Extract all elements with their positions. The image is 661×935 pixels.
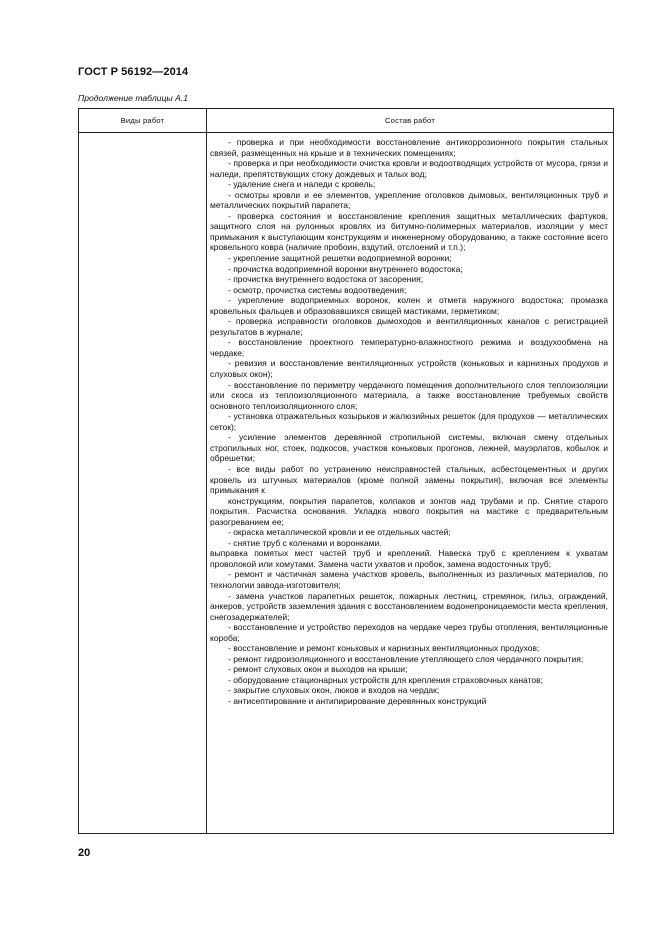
work-item: - ремонт гидроизоляционного и восстановление утепляющего слоя чердачного покрытия; bbox=[228, 653, 584, 664]
work-item: - замена участков парапетных решеток, пожарных лестниц, стремянок, гильз, ограждений, анкеров, устройств заземления здания с восстановлением водонепроницаемости места крепления, снегозадержателей; bbox=[210, 590, 608, 622]
work-item: конструкциям, покрытия парапетов, колпаков и зонтов над трубами и пр. Снятие старого покрытия. Расчистка основания. Укладка нового покрытия на мастике с предварительным разогреванием ее; bbox=[210, 495, 608, 527]
work-item: - установка отражательных козырьков и жалюзийных решеток (для продухов — металлических сеток); bbox=[210, 411, 608, 432]
work-item: - оборудование стационарных устройств для крепления страховочных канатов; bbox=[228, 674, 543, 685]
work-item: - прочистка водоприемной воронки внутреннего водостока; bbox=[228, 263, 463, 274]
work-item: - осмотр, прочистка системы водоотведения; bbox=[228, 284, 407, 295]
work-item: - удаление снега и наледи с кровель; bbox=[228, 179, 376, 190]
work-item: - усиление элементов деревянной стропильной системы, включая смену отдельных стропильных ног, стоек, подкосов, участков коньковых прогонов, лежней, мауэрлатов, кобылок и обрешетки; bbox=[210, 432, 608, 464]
work-item: - восстановление и устройство переходов на чердаке через трубы отопления, вентиляционные короба; bbox=[210, 622, 608, 643]
work-item: - закрытие слуховых окон, люков и входов на чердак; bbox=[228, 685, 440, 696]
header-divider bbox=[79, 132, 613, 133]
work-item: - ремонт и частичная замена участков кровель, выполненных из различных материалов, по технологии завода-изготовителя; bbox=[210, 569, 608, 590]
work-item: - восстановление проектного температурно-влажностного режима и воздухообмена на чердаке; bbox=[210, 337, 608, 358]
work-item: - восстановление по периметру чердачного помещения дополнительного слоя теплоизоляции или скоса из теплоизоляционного материала, а также восстановление требуемых свойств основного теплоизоляционного слоя; bbox=[210, 379, 608, 411]
work-item: - снятие труб с коленами и воронками. bbox=[228, 537, 382, 548]
column-header-work-composition: Состав работ bbox=[385, 116, 435, 125]
work-item: - осмотры кровли и ее элементов, укрепление оголовков дымовых, вентиляционных труб и металлических покрытий парапета; bbox=[210, 189, 608, 211]
work-item: - проверка исправности оголовков дымоходов и вентиляционных каналов с регистрацией результатов в журнале; bbox=[210, 316, 608, 337]
work-composition-cell bbox=[210, 137, 608, 707]
work-item: - укрепление защитной решетки водоприемной воронки; bbox=[228, 253, 452, 264]
works-table bbox=[78, 108, 614, 834]
column-divider bbox=[206, 109, 207, 833]
work-item: - ревизия и восстановление вентиляционных устройств (коньковых и карнизных продухов и слуховых окон); bbox=[210, 358, 608, 380]
work-item: - проверка и при необходимости очистка кровли и водоотводящих устройств от мусора, грязи и наледи, препятствующих стоку дождевых и талых вод; bbox=[210, 158, 608, 179]
work-item: - антисептирование и антипирирование деревянных конструкций bbox=[228, 695, 487, 706]
work-item: - прочистка внутреннего водостока от засорения; bbox=[228, 274, 424, 285]
work-item: выправка помятых мест частей труб и креплений. Навеска труб с креплением к ухватам проволокой или хомутами. Замена части ухватов и пробок, замена водосточных труб; bbox=[210, 548, 608, 569]
work-item: - проверка состояния и восстановление крепления защитных металлических фартуков, защитного слоя на рулонных кровлях из битумно-полимерных материалов, изоляции у мест примыкания к выступающим конструкциям и инженерному оборудованию, а также состояние всего кровельного ковра (наличие пробоин, вздутий, отслоений и т.п.); bbox=[210, 210, 608, 253]
work-item: - укрепление водоприемных воронок, колен и отмета наружного водостока; промазка кровельных фальцев и образовавшихся свищей мастиками, герметиком; bbox=[210, 295, 608, 316]
work-item: - проверка и при необходимости восстановление антикоррозионного покрытия стальных связей, размещенных на крыше и в технических помещениях; bbox=[210, 137, 608, 158]
work-item: - все виды работ по устранению неисправностей стальных, асбестоцементных и других кровель из штучных материалов (кроме полной замены покрытия), включая все элементы примыкания к bbox=[210, 463, 608, 496]
work-item: - ремонт слуховых окон и выходов на крыши; bbox=[228, 664, 408, 675]
page-number: 20 bbox=[78, 847, 91, 859]
column-header-work-types: Виды работ bbox=[120, 116, 165, 125]
work-item: - окраска металлической кровли и ее отдельных частей; bbox=[228, 527, 451, 538]
standard-designation: ГОСТ Р 56192—2014 bbox=[78, 66, 189, 78]
table-continuation-caption: Продолжение таблицы А.1 bbox=[78, 93, 188, 103]
work-item: - восстановление и ремонт коньковых и карнизных вентиляционных продухов; bbox=[228, 643, 540, 654]
